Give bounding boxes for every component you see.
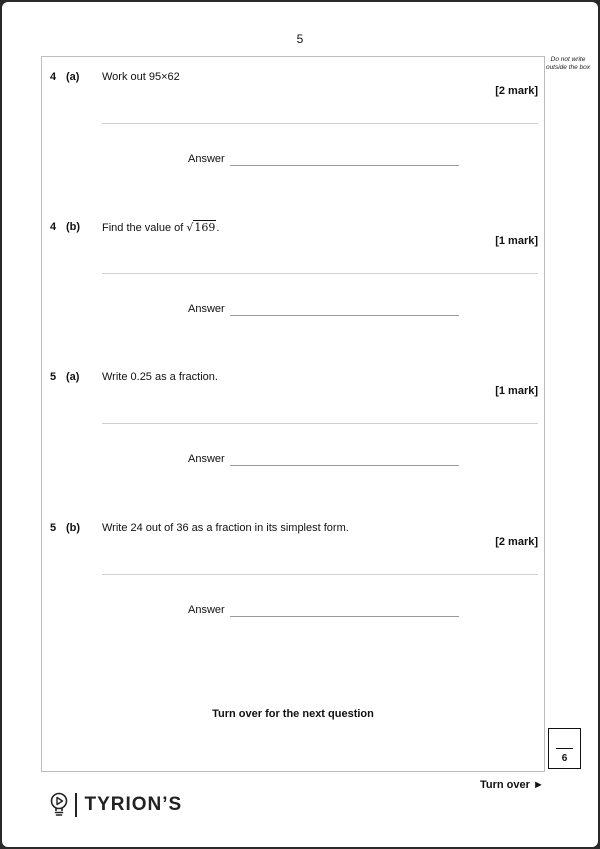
question-part: (b) [66,522,81,534]
question-part: (b) [66,221,81,233]
score-blank-line [556,748,573,749]
logo-separator [75,793,77,817]
marks-label: [1 mark] [495,235,538,247]
question-5b [42,508,544,658]
brand-logo [50,790,182,820]
question-part: (a) [66,71,80,83]
marks-label: [2 mark] [495,85,538,97]
answer-line[interactable] [230,165,459,166]
working-line [102,423,538,424]
answer-label: Answer [188,303,225,315]
question-text-prefix: Find the value of [102,222,187,234]
working-line [102,273,538,274]
answer-label: Answer [188,153,225,165]
question-box [41,56,545,772]
answer-line[interactable] [230,315,459,316]
page-score: 6 [561,753,568,764]
brand-name: TYRION’S [84,794,183,815]
marks-label: [1 mark] [495,385,538,397]
radical-sign: √ [186,221,194,234]
working-line [102,123,538,124]
answer-line[interactable] [230,616,459,617]
question-number: 5 [50,522,57,534]
marks-label: [2 mark] [495,536,538,548]
page-number: 5 [296,32,304,46]
question-part: (a) [66,371,80,383]
radicand: 169 [194,221,216,234]
question-text: Write 0.25 as a fraction. [102,371,218,383]
question-5a [42,357,544,507]
question-4b [42,207,544,357]
answer-label: Answer [188,604,225,616]
question-text: Work out 95×62 [102,71,180,83]
question-number: 5 [50,371,57,383]
question-4a [42,57,544,207]
question-number: 4 [50,71,57,83]
exam-page [2,2,598,847]
answer-label: Answer [188,453,225,465]
question-text: Write 24 out of 36 as a fraction in its simplest form. [102,522,349,534]
turn-over-next-question: Turn over for the next question [212,708,374,720]
question-text-suffix: . [216,222,220,234]
score-box [548,728,581,769]
lightbulb-play-icon [50,792,68,818]
answer-line[interactable] [230,465,459,466]
margin-note: Do not write outside the box [545,56,591,71]
working-line [102,574,538,575]
turn-over-label: Turn over ► [480,779,544,791]
question-text [102,221,219,234]
question-number: 4 [50,221,57,233]
square-root-expression [186,220,216,234]
